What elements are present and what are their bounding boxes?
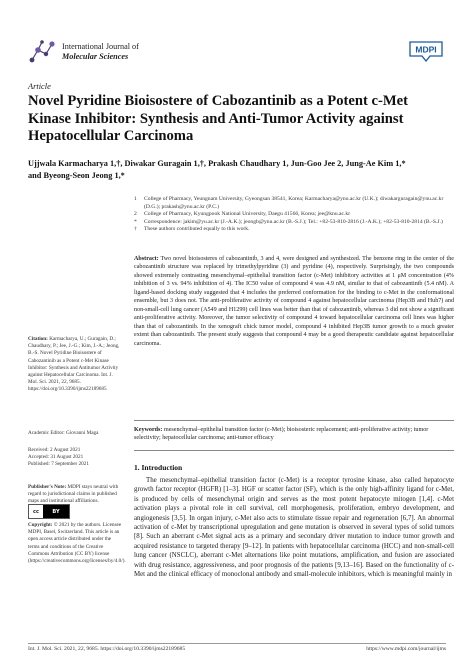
citation-block [28,336,122,394]
divider [134,420,454,421]
affiliation-text: These authors contributed equally to this work. [144,226,250,233]
affiliation-item [134,196,454,211]
publisher-note [28,484,122,506]
journal-url-link[interactable]: https://www.mdpi.com/journal/ijms [366,646,446,652]
cc-by-license-icon[interactable] [28,504,70,519]
abstract-text: Two novel bioisosteres of cabozantinib, 3 and 4, were designed and synthesized. The benzene ring in the center of the cabozantinib structure was replaced by trimethylpyridine (3) and pyridine (4), respectively. Surprisingly, the two compounds showed extremely contrasting mesenchymal–epithelial transition factor (c-Met) inhibitory activities at 1 μM concentration (4% inhibition of 3 vs. 94% inhibition of 4). The IC50 value of compound 4 was 4.9 nM, similar to that of cabozantinib (5.4 nM). A ligand-based docking study suggested that 4 includes the preferred conformation for the binding to c-Met in the conformational ensemble, but 3 does not. The anti-proliferative activity of compound 4 against hepatocellular carcinoma (Hep3B and Huh7) and non-small-cell lung cancer (A549 and H1299) cell lines was better than that of cabozantinib, whereas 3 did not show a significant anti-proliferative activity. Moreover, the tumor selectivity of compound 4 toward hepatocellular carcinoma cell lines was higher than that of cabozantinib. In the xenograft chick tumor model, compound 4 inhibited Hep3B tumor growth to a much greater extent than cabozantinib. The present study suggests that compound 4 may be a good therapeutic candidate against hepatocellular carcinoma. [134,256,454,347]
by-label: BY [43,505,69,518]
keywords-text: mesenchymal–epithelial transition factor (c-Met); bioisosteric replacement; anti-proliferative activity; tumor selectivity; hepatocellular carcinoma; anti-tumor efficacy [134,427,429,442]
paper-title: Novel Pyridine Bioisostere of Cabozantinib as a Potent c-Met Kinase Inhibitor: Synthesis and Anti-Tumor Activity against Hepatocellular Carcinoma [28,93,408,144]
authors-line2: and Byeong-Seon Jeong 1,* [28,171,125,180]
affiliation-text: Correspondence: jakim@yu.ac.kr (J.-A.K.); jeongb@ynu.ac.kr (B.-S.J.); Tel.: +82-53-810-2816 (J.-A.K.); +82-53-810-2814 (B.-S.J.) [144,218,443,225]
author-list [28,158,428,182]
footer-divider [28,643,446,644]
cc-label: cc [29,505,43,518]
dates-block [28,447,122,469]
mdpi-logo-text: MDPI [415,44,437,55]
journal-name-line2: Molecular Sciences [62,52,129,61]
received-date: Received: 2 August 2021 [28,447,81,453]
citation-text: Karmacharya, U.; Guragain, D.; Chaudhary, P.; Jee, J.-G.; Kim, J.-A.; Jeong, B.-S. Novel Pyridine Bioisostere of Cabozantinib as a Potent c-Met Kinase Inhibitor: Synthesis and Antitumor Activity against Hepatocellular Carcinoma. Int. J. Mol. Sci. 2021, 22, 9685. https://doi.org/10.3390/ijms22189685 [28,336,120,393]
affiliation-text: College of Pharmacy, Yeungnam University, Gyeongsan 38541, Korea; Karmacharya@ynu.ac.kr (U.K.); diwakarguragain@ynu.ac.kr (D.G.); prakash@ynu.ac.kr (P.C.) [144,196,444,210]
affiliation-item [134,211,454,219]
copyright-block [28,522,126,565]
mdpi-logo-icon [406,40,446,62]
introduction-text: The mesenchymal–epithelial transition factor (c-Met) is a receptor tyrosine kinase, also called hepatocyte growth factor receptor (HGFR) [1–3]. HGF or scatter factor (SF), which is the only high-affinity ligand for c-Met, is produced by cells of mesenchymal origin and serves as the most potent hepatocyte mitogen [1,4]. c-Met activation plays a pivotal role in cell survival, cell morphogenesis, proliferation, embryo development, and angiogenesis [3,5]. In organ injury, c-Met also acts to stimulate tissue repair and regeneration [6,7]. An abnormal activation of c-Met by transcriptional upregulation and gene mutation is observed in several types of solid tumors [8]. Such an aberrant c-Met signal acts as a primary and secondary driver mutation to induce tumor growth and acquired resistance to targeted therapy [9–12]. In patients with hepatocellular carcinoma (HCC) and non-small-cell lung cancer (NSCLC), aberrant c-Met alternations like point mutations, amplification, and fusion are associated with drug resistance, aggressiveness, and poor prognosis of the patients [9,13–16]. Based on the functionality of c-Met and the clinical efficacy of monoclonal antibody and small-molecule inhibitors, which is meaningful mainly in [134,477,454,579]
affiliation-mark: † [134,226,137,233]
copyright-label: Copyright: [28,522,53,528]
accepted-date: Accepted: 31 August 2021 [28,454,84,461]
copyright-text: © 2021 by the authors. Licensee MDPI, Basel, Switzerland. This article is an open access article distributed under the terms and conditions of the Creative Commons Attribution (CC BY) license (https://creativecommons.org/licenses/by/4.0/). [28,522,126,565]
journal-name [62,42,139,62]
affiliation-mark: * [134,218,137,225]
affiliation-mark: 2 [134,211,137,218]
publisher-note-text: MDPI stays neutral with regard to jurisdictional claims in published maps and institutional affiliations. [28,484,119,505]
divider [134,450,454,451]
affiliations [134,196,454,234]
published-date: Published: 7 September 2021 [28,461,89,468]
citation-label: Citation: [28,336,48,342]
abstract-label: Abstract: [134,256,159,262]
section-heading: 1. Introduction [134,463,183,472]
abstract [134,255,454,348]
affiliation-text: College of Pharmacy, Kyungpook National University, Daegu 41566, Korea; jee@knu.ac.kr [144,211,351,218]
correspondence-item [134,219,454,227]
keywords-label: Keywords: [134,427,163,433]
journal-name-line1: International Journal of [62,42,139,51]
equal-contribution-note [134,226,454,234]
footer-citation[interactable]: Int. J. Mol. Sci. 2021, 22, 9685. https://doi.org/10.3390/ijms22189685 [28,646,186,652]
authors-line1: Ujjwala Karmacharya 1,†, Diwakar Guragain 1,†, Prakash Chaudhary 1, Jun-Goo Jee 2, Jung-Ae Kim 1,* [28,159,406,168]
keywords [134,426,454,443]
journal-logo-icon [28,38,58,66]
affiliation-mark: 1 [134,196,137,202]
publisher-note-label: Publisher's Note: [28,484,67,490]
academic-editor: Academic Editor: Giovanni Maga [28,430,99,436]
article-type: Article [28,82,51,91]
